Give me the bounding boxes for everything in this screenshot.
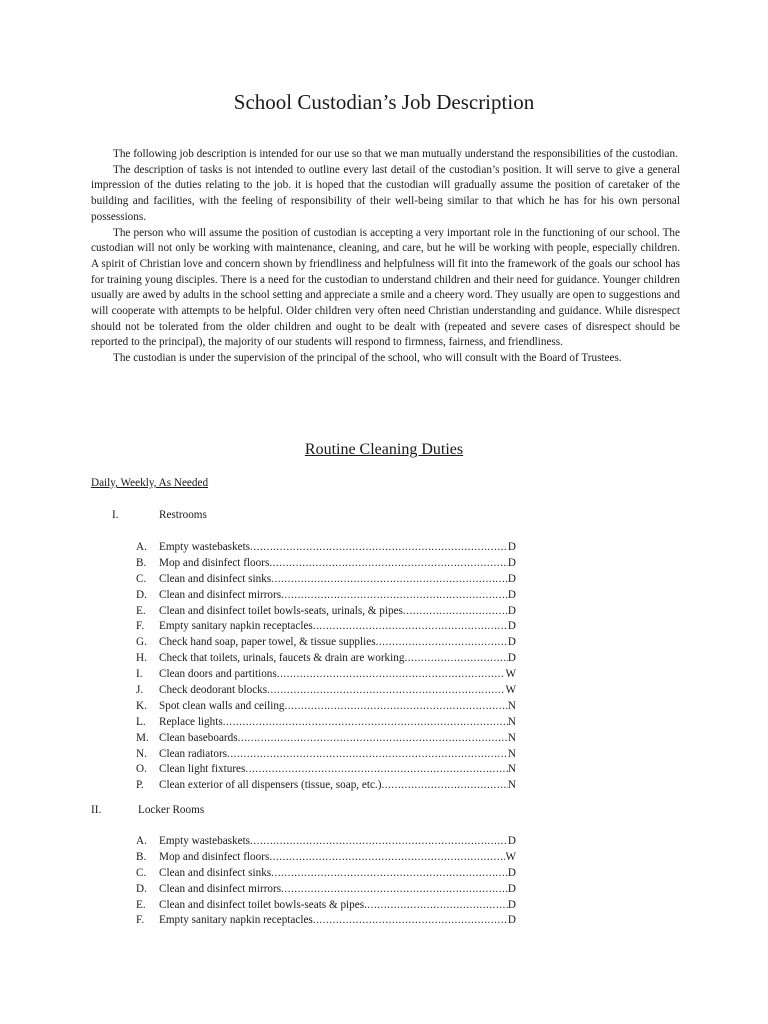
duty-frequency: D bbox=[507, 604, 516, 617]
duty-item bbox=[136, 866, 516, 882]
group-name: Locker Rooms bbox=[138, 804, 205, 816]
dot-leader bbox=[313, 619, 508, 635]
duty-text: Clean and disinfect sinks bbox=[159, 866, 272, 879]
duty-text: Replace lights bbox=[159, 715, 223, 728]
duty-item bbox=[136, 540, 516, 556]
duty-letter: P. bbox=[136, 779, 144, 792]
duty-letter: C. bbox=[136, 866, 147, 879]
duty-letter: B. bbox=[136, 850, 147, 863]
duty-text: Spot clean walls and ceiling bbox=[159, 699, 285, 712]
duty-text: Clean and disinfect mirrors bbox=[159, 588, 282, 601]
duty-item bbox=[136, 604, 516, 620]
duty-frequency: N bbox=[507, 699, 516, 712]
duty-list-restrooms bbox=[136, 540, 516, 794]
duty-text: Clean and disinfect mirrors bbox=[159, 882, 282, 895]
duty-text: Clean and disinfect sinks bbox=[159, 572, 272, 585]
duty-item bbox=[136, 651, 516, 667]
duty-letter: E. bbox=[136, 898, 146, 911]
duty-text: Clean doors and partitions bbox=[159, 668, 277, 681]
duty-letter: D. bbox=[136, 882, 147, 895]
dot-leader bbox=[271, 866, 508, 882]
dot-leader bbox=[403, 604, 508, 620]
duty-frequency: D bbox=[507, 914, 516, 927]
duty-item bbox=[136, 619, 516, 635]
duty-item bbox=[136, 699, 516, 715]
dot-leader bbox=[250, 540, 508, 556]
duty-item bbox=[136, 762, 516, 778]
duty-frequency: D bbox=[507, 652, 516, 665]
duty-text: Clean radiators bbox=[159, 747, 228, 760]
duty-frequency: D bbox=[507, 588, 516, 601]
duty-frequency: W bbox=[505, 668, 516, 681]
duty-text: Empty wastebaskets bbox=[159, 835, 251, 847]
duty-item bbox=[136, 778, 516, 794]
group-number: II. bbox=[91, 804, 102, 816]
dot-leader bbox=[376, 635, 508, 651]
duty-letter: F. bbox=[136, 914, 145, 927]
duty-letter: D. bbox=[136, 588, 147, 601]
section-heading: Routine Cleaning Duties bbox=[304, 441, 464, 458]
duty-text: Clean light fixtures bbox=[159, 763, 246, 776]
duty-item bbox=[136, 683, 516, 699]
duty-letter: F. bbox=[136, 620, 145, 633]
duty-frequency: D bbox=[507, 541, 516, 553]
duty-item bbox=[136, 572, 516, 588]
dot-leader bbox=[269, 556, 508, 572]
schedule-label: Daily, Weekly, As Needed bbox=[91, 477, 209, 489]
duty-text: Clean and disinfect toilet bowls-seats, urinals, & pipes bbox=[159, 604, 403, 617]
duty-frequency: D bbox=[507, 835, 516, 847]
dot-leader bbox=[250, 834, 508, 850]
duty-item bbox=[136, 850, 516, 866]
dot-leader bbox=[238, 731, 508, 747]
duty-item bbox=[136, 747, 516, 763]
duty-list-locker-rooms bbox=[136, 834, 516, 929]
duty-frequency: N bbox=[507, 763, 516, 776]
duty-text: Clean exterior of all dispensers (tissue, soap, etc.) bbox=[159, 779, 382, 792]
duty-frequency: N bbox=[507, 715, 516, 728]
duty-letter: B. bbox=[136, 556, 147, 569]
duty-frequency: D bbox=[507, 898, 516, 911]
duty-frequency: D bbox=[507, 882, 516, 895]
duty-item bbox=[136, 588, 516, 604]
intro-text bbox=[91, 147, 680, 367]
duty-frequency: W bbox=[505, 684, 516, 697]
duty-letter: E. bbox=[136, 604, 146, 617]
duty-text: Check that toilets, urinals, faucets & drain are working bbox=[159, 652, 405, 665]
dot-leader bbox=[277, 667, 506, 683]
intro-paragraph: The custodian is under the supervision of the principal of the school, who will consult with the Board of Trustees. bbox=[113, 352, 622, 365]
dot-leader bbox=[227, 747, 508, 763]
document-title: School Custodian’s Job Description bbox=[233, 90, 535, 114]
dot-leader bbox=[269, 850, 505, 866]
duty-item bbox=[136, 667, 516, 683]
duty-frequency: D bbox=[507, 866, 516, 879]
duty-item bbox=[136, 913, 516, 929]
duty-letter: I. bbox=[136, 668, 143, 681]
dot-leader bbox=[285, 699, 508, 715]
duty-text: Empty sanitary napkin receptacles bbox=[159, 620, 313, 633]
duty-letter: G. bbox=[136, 636, 147, 649]
duty-text: Mop and disinfect floors bbox=[159, 850, 270, 863]
dot-leader bbox=[404, 651, 507, 667]
duty-letter: A. bbox=[136, 835, 147, 847]
duty-letter: H. bbox=[136, 652, 147, 665]
dot-leader bbox=[313, 913, 508, 929]
duty-letter: K. bbox=[136, 699, 147, 712]
duty-text: Clean and disinfect toilet bowls-seats & pipes bbox=[159, 898, 365, 911]
duty-letter: M. bbox=[136, 731, 149, 744]
dot-leader bbox=[271, 572, 508, 588]
duty-text: Empty sanitary napkin receptacles bbox=[159, 914, 313, 927]
dot-leader bbox=[381, 778, 507, 794]
duty-item bbox=[136, 731, 516, 747]
duty-item bbox=[136, 635, 516, 651]
duty-frequency: D bbox=[507, 636, 516, 649]
duty-item bbox=[136, 882, 516, 898]
dot-leader bbox=[364, 898, 508, 914]
dot-leader bbox=[223, 715, 508, 731]
dot-leader bbox=[281, 882, 508, 898]
duty-letter: O. bbox=[136, 763, 147, 776]
intro-paragraph: The person who will assume the position of custodian is accepting a very important role in the functioning of our school. The custodian will not only be working with maintenance, cleaning, and care, but he will be working with people, especially children. A spirit of Christian love and concern shown by friendliness and helpfulness will fit into the framework of the goals our school has for training young disciples. There is a need for the custodian to understand children and their need for guidance. Younger children usually are awed by adults in the school setting and appreciate a smile and a cheery word. They usually are open to suggestions and will cooperate with attempts to be helpful. Older children very often need Christian understanding and guidance. While disrespect should not be tolerated from the older children and ought to be dealt with (repeated and severe cases of disrespect should be reported to the principal), the majority of our students will respond to firmness, fairness, and friendliness. bbox=[91, 226, 680, 349]
intro-paragraph: The following job description is intended for our use so that we man mutually understand the responsibilities of the custodian. bbox=[113, 148, 678, 160]
duty-frequency: D bbox=[507, 620, 516, 633]
duty-text: Check hand soap, paper towel, & tissue supplies bbox=[159, 636, 376, 649]
duty-frequency: D bbox=[507, 556, 516, 569]
group-name: Restrooms bbox=[159, 509, 207, 521]
duty-frequency: N bbox=[507, 747, 516, 760]
dot-leader bbox=[281, 588, 508, 604]
dot-leader bbox=[245, 762, 508, 778]
duty-text: Empty wastebaskets bbox=[159, 541, 251, 553]
duty-letter: C. bbox=[136, 572, 147, 585]
group-number: I. bbox=[112, 509, 119, 521]
duty-frequency: N bbox=[507, 779, 516, 792]
duty-item bbox=[136, 898, 516, 914]
duty-text: Clean baseboards bbox=[159, 731, 238, 744]
duty-letter: J. bbox=[136, 684, 144, 697]
dot-leader bbox=[267, 683, 505, 699]
duty-letter: N. bbox=[136, 747, 147, 760]
duty-frequency: N bbox=[507, 731, 516, 744]
duty-frequency: W bbox=[505, 850, 516, 863]
duty-text: Mop and disinfect floors bbox=[159, 556, 270, 569]
duty-item bbox=[136, 556, 516, 572]
duty-letter: L. bbox=[136, 715, 146, 728]
intro-paragraph: The description of tasks is not intended to outline every last detail of the custodian’s position. It will serve to give a general impression of the duties relating to the job. it is hoped that the custodian will gradually assume the position of caretaker of the building and facilities, with the feeling of responsibility of their well-being similar to that which he has for his own personal possessions. bbox=[91, 163, 680, 223]
duty-letter: A. bbox=[136, 541, 147, 553]
duty-text: Check deodorant blocks bbox=[159, 684, 268, 697]
duty-item bbox=[136, 715, 516, 731]
duty-item bbox=[136, 834, 516, 850]
duty-frequency: D bbox=[507, 572, 516, 585]
